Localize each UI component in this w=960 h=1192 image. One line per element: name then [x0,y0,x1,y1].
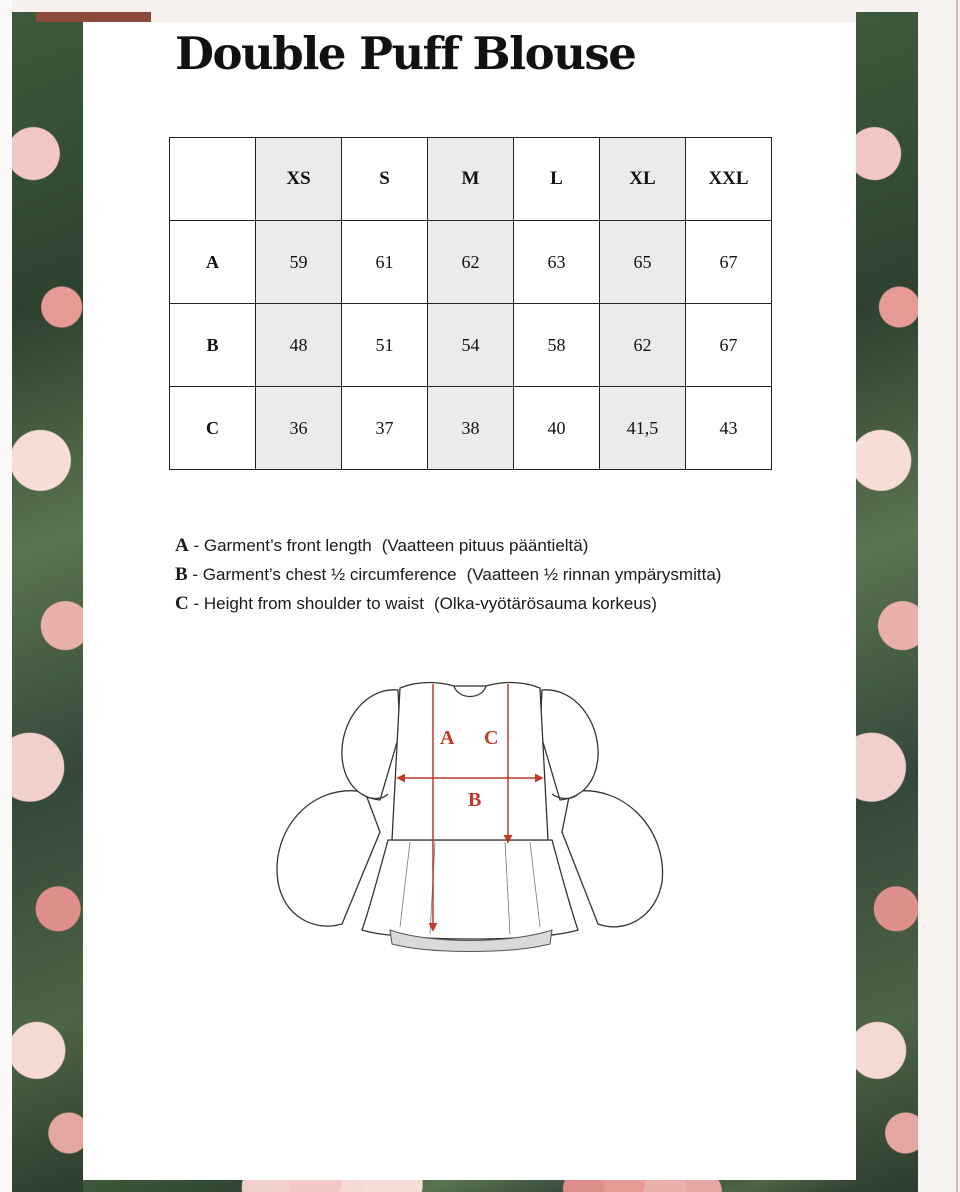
table-cell: 67 [686,304,772,387]
legend-text: Garment’s front length [203,536,372,555]
legend-key: A [175,535,189,556]
table-cell: 61 [342,221,428,304]
legend-separator: - [187,565,203,584]
table-cell: 62 [600,304,686,387]
row-label-a: A [170,221,256,304]
legend-key: C [175,593,189,614]
legend-item-c [175,589,721,618]
legend-text: Height from shoulder to waist [203,594,424,613]
legend-separator: - [188,594,204,613]
table-cell: 58 [514,304,600,387]
floral-background-bottom [83,1180,856,1192]
table-cell: 54 [428,304,514,387]
legend-translation: (Vaatteen pituus pääntieltä) [381,536,589,555]
table-row [170,221,772,304]
row-label-b: B [170,304,256,387]
size-header-xs: XS [256,138,342,221]
right-margin [918,0,960,1192]
table-cell: 48 [256,304,342,387]
accent-bar [36,12,151,22]
table-header-row [170,138,772,221]
measurement-legend [175,531,721,618]
left-margin [0,0,12,1192]
sketch-label-b: B [468,789,482,811]
table-corner-cell [170,138,256,221]
table-cell: 67 [686,221,772,304]
table-cell: 65 [600,221,686,304]
right-divider-line [956,0,958,1192]
row-label-c: C [170,387,256,470]
blouse-technical-drawing-icon [270,672,670,962]
size-header-s: S [342,138,428,221]
table-cell: 36 [256,387,342,470]
table-cell: 38 [428,387,514,470]
page-title: Double Puff Blouse [175,27,636,80]
table-row [170,387,772,470]
size-header-m: M [428,138,514,221]
table-cell: 43 [686,387,772,470]
size-header-xxl: XXL [686,138,772,221]
legend-text: Garment’s chest ½ circumference [202,565,457,584]
size-header-l: L [514,138,600,221]
legend-key: B [175,564,188,585]
legend-translation: (Olka-vyötärösauma korkeus) [434,594,657,613]
table-cell: 51 [342,304,428,387]
legend-separator: - [188,536,204,555]
sketch-label-c: C [484,727,499,749]
table-row [170,304,772,387]
floral-background-left [12,12,83,1192]
size-chart-table [169,137,772,470]
table-cell: 37 [342,387,428,470]
legend-item-a [175,531,721,560]
legend-item-b [175,560,721,589]
table-cell: 41,5 [600,387,686,470]
table-cell: 59 [256,221,342,304]
table-cell: 62 [428,221,514,304]
floral-background-right [856,12,918,1192]
table-cell: 63 [514,221,600,304]
table-cell: 40 [514,387,600,470]
sketch-label-a: A [440,727,455,749]
size-header-xl: XL [600,138,686,221]
legend-translation: (Vaatteen ½ rinnan ympärysmitta) [466,565,722,584]
